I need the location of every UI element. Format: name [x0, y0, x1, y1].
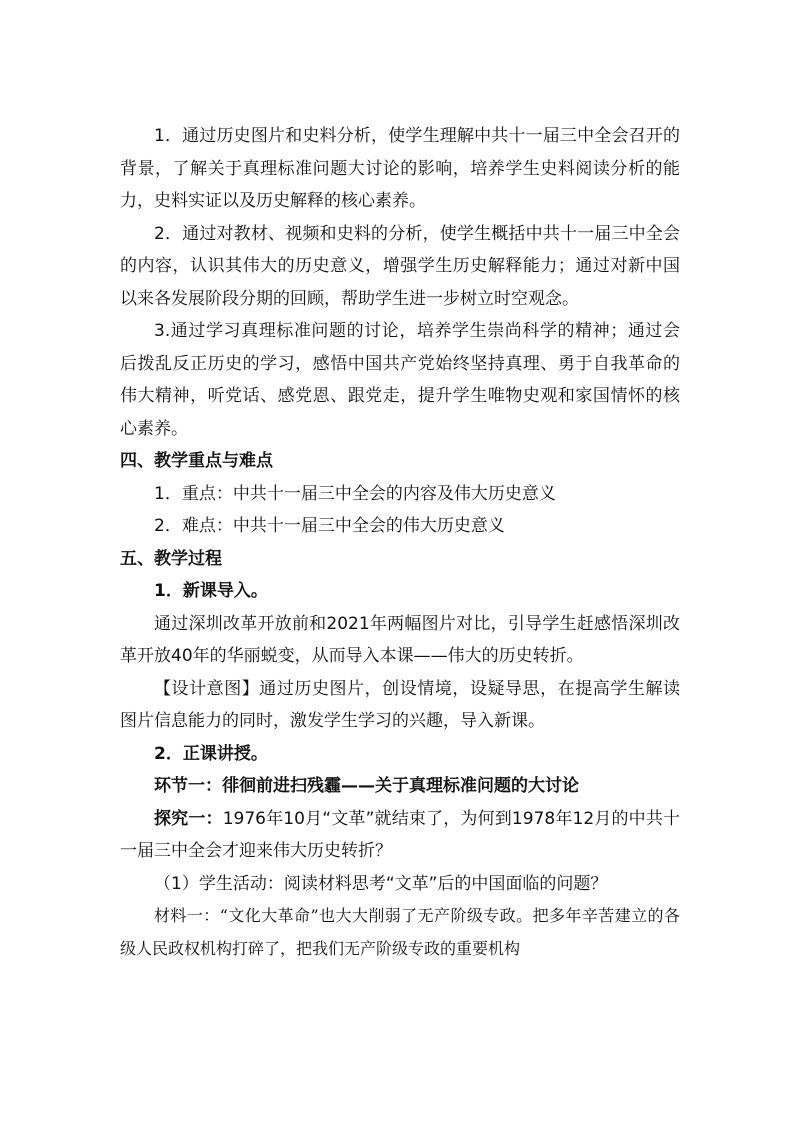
key-point: 1．重点：中共十一届三中全会的内容及伟大历史意义 [154, 483, 556, 504]
difficult-point: 2．难点：中共十一届三中全会的伟大历史意义 [154, 516, 505, 536]
intro-paragraph: 通过深圳改革开放前和2021年两幅图片对比，引导学生赶感悟深圳改革开放40年的华丽蜕变，从而导入本课——伟大的历史转折。 [120, 613, 680, 666]
page-content [120, 120, 680, 965]
inquiry-text: 1976年10月“文革”就结束了，为何到1978年12月的中共十一届三中全会才迎来伟大历史转折？ [120, 808, 681, 861]
step-heading-intro: 1．新课导入。 [154, 581, 268, 601]
objective-paragraph-2: 2．通过对教材、视频和史料的分析，使学生概括中共十一届三中全会的内容，认识其伟大的历史意义，增强学生历史解释能力；通过对新中国以来各发展阶段分期的回顾，帮助学生进一步树立时空观念。 [120, 223, 680, 309]
activity-paragraph: （1）学生活动：阅读材料思考“文革”后的中国面临的问题？ [154, 873, 608, 894]
inquiry-paragraph [120, 803, 680, 868]
objective-paragraph-1: 1．通过历史图片和史料分析，使学生理解中共十一届三中全会召开的背景，了解关于真理标准问题大讨论的影响，培养学生史料阅读分析的能力，史料实证以及历史解释的核心素养。 [120, 126, 680, 211]
inquiry-label: 探究一： [154, 808, 223, 829]
section-heading-process: 五、教学过程 [120, 548, 222, 569]
material-paragraph: 材料一：“文化大革命”也大大削弱了无产阶级专政。把多年辛苦建立的各级人民政权机构打碎了，把我们无产阶级专政的重要机构 [120, 906, 680, 958]
link-heading-1: 环节一：徘徊前进扫残霾——关于真理标准问题的大讨论 [154, 776, 579, 796]
objective-paragraph-3: 3.通过学习真理标准问题的讨论，培养学生崇尚科学的精神；通过会后拨乱反正历史的学习，感悟中国共产党始终坚持真理、勇于自我革命的伟大精神，听党话、感党恩、跟党走，提升学生唯物史观和家国情怀的核心素养。 [120, 321, 680, 439]
step-heading-lecture: 2．正课讲授。 [154, 743, 268, 764]
design-intent-paragraph: 【设计意图】通过历史图片，创设情境，设疑导思，在提高学生解读图片信息能力的同时，激发学生学习的兴趣，导入新课。 [120, 678, 680, 731]
section-heading-key-points: 四、教学重点与难点 [120, 451, 273, 471]
